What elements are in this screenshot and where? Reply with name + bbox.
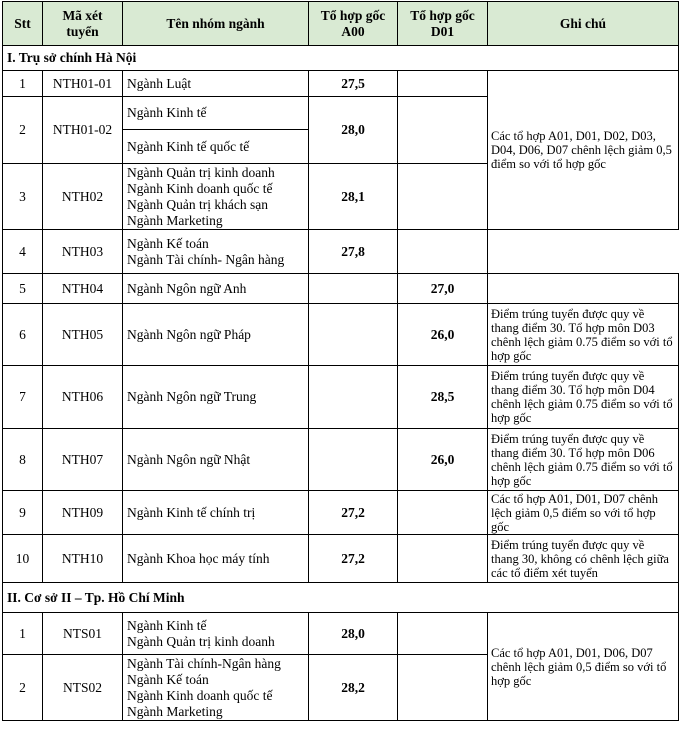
nganh-name: Ngành Ngôn ngữ Trung	[127, 389, 257, 404]
nganh-name: Ngành Quản trị kinh doanh	[127, 633, 275, 649]
note-cell: Điểm trúng tuyển được quy về thang điểm 30. Tổ hợp môn D06 chênh lệch giảm 0.75 điểm so với tổ hợp gốc	[488, 429, 679, 491]
d01-cell	[398, 164, 488, 230]
ma-cell: NTS02	[43, 655, 123, 721]
stt-cell: 5	[3, 274, 43, 304]
ma-cell: NTH10	[43, 535, 123, 583]
nganh-cell	[123, 535, 309, 583]
ma-cell: NTH01-02	[43, 97, 123, 164]
admission-score-table	[2, 1, 679, 721]
d01-cell	[398, 491, 488, 535]
nganh-name: Ngành Ngôn ngữ Anh	[127, 280, 247, 296]
nganh-name: Ngành Kế toán	[127, 235, 209, 251]
ma-cell: NTH05	[43, 304, 123, 366]
nganh-name: Ngành Kinh tế chính trị	[127, 504, 256, 520]
a00-cell: 27,5	[309, 71, 398, 97]
nganh-name: Ngành Kinh doanh quốc tế	[127, 687, 273, 703]
a00-cell	[309, 304, 398, 366]
nganh-name: Ngành Tài chính- Ngân hàng	[127, 251, 285, 267]
stt-cell: 9	[3, 491, 43, 535]
section-row-ha-noi	[3, 46, 679, 71]
d01-cell	[398, 71, 488, 97]
nganh-name: Ngành Quản trị kinh doanh	[127, 164, 275, 180]
nganh-cell	[123, 71, 309, 97]
a00-cell	[309, 366, 398, 429]
d01-cell: 27,0	[398, 274, 488, 304]
ma-cell: NTH03	[43, 230, 123, 274]
d01-cell: 28,5	[398, 366, 488, 429]
header-row	[3, 2, 679, 46]
a00-cell: 27,2	[309, 535, 398, 583]
nganh-name: Ngành Kế toán	[127, 671, 209, 687]
stt-cell: 8	[3, 429, 43, 491]
d01-cell	[398, 97, 488, 164]
nganh-cell	[123, 613, 309, 655]
table-row	[3, 535, 679, 583]
stt-cell: 1	[3, 613, 43, 655]
header-ghi-chu: Ghi chú	[488, 2, 679, 46]
stt-cell: 4	[3, 230, 43, 274]
table-row	[3, 71, 679, 97]
note-cell: Các tổ hợp A01, D01, D06, D07 chênh lệch giảm 0,5 điểm so với tổ hợp gốc	[488, 613, 679, 721]
table-row	[3, 274, 679, 304]
nganh-cell	[123, 97, 309, 130]
d01-cell: 26,0	[398, 429, 488, 491]
nganh-name: Ngành Marketing	[127, 703, 223, 719]
header-ma-xet-tuyen: Mã xét tuyển	[43, 2, 123, 46]
ma-cell: NTH01-01	[43, 71, 123, 97]
nganh-name: Ngành Kinh tế	[127, 105, 207, 120]
header-a00: Tổ hợp gốc A00	[309, 2, 398, 46]
nganh-name: Ngành Ngôn ngữ Nhật	[127, 451, 251, 467]
nganh-name: Ngành Quản trị khách sạn	[127, 196, 268, 212]
a00-cell	[309, 274, 398, 304]
a00-cell: 27,8	[309, 230, 398, 274]
a00-cell: 28,2	[309, 655, 398, 721]
stt-cell: 2	[3, 655, 43, 721]
nganh-cell	[123, 491, 309, 535]
table-row	[3, 304, 679, 366]
note-cell: Các tổ hợp A01, D01, D07 chênh lệch giảm 0,5 điểm so với tổ hợp gốc	[488, 491, 679, 535]
nganh-name: Ngành Kinh doanh quốc tế	[127, 180, 273, 196]
a00-cell: 28,1	[309, 164, 398, 230]
stt-cell: 1	[3, 71, 43, 97]
d01-cell	[398, 655, 488, 721]
nganh-cell	[123, 429, 309, 491]
stt-cell: 7	[3, 366, 43, 429]
stt-cell: 3	[3, 164, 43, 230]
ma-cell: NTH02	[43, 164, 123, 230]
section-title-ha-noi: I. Trụ sở chính Hà Nội	[3, 46, 679, 71]
nganh-cell	[123, 130, 309, 164]
stt-cell: 6	[3, 304, 43, 366]
nganh-name: Ngành Luật	[127, 75, 192, 91]
header-d01: Tổ hợp gốc D01	[398, 2, 488, 46]
d01-cell	[398, 535, 488, 583]
d01-cell: 26,0	[398, 304, 488, 366]
ma-cell: NTH06	[43, 366, 123, 429]
a00-cell	[309, 429, 398, 491]
nganh-name: Ngành Kinh tế	[127, 617, 207, 633]
note-cell: Điểm trúng tuyển được quy về thang điểm 30. Tổ hợp môn D04 chênh lệch giảm 0.75 điểm so với tổ hợp gốc	[488, 366, 679, 429]
a00-cell: 28,0	[309, 613, 398, 655]
ma-cell: NTH04	[43, 274, 123, 304]
note-cell: Điểm trúng tuyển được quy về thang điểm 30. Tổ hợp môn D03 chênh lệch giảm 0.75 điểm so với tổ hợp gốc	[488, 304, 679, 366]
a00-cell: 28,0	[309, 97, 398, 164]
note-cell: Các tổ hợp A01, D01, D02, D03, D04, D06, D07 chênh lệch giảm 0,5 điểm so với tổ hợp gốc	[488, 71, 679, 230]
table-row	[3, 429, 679, 491]
nganh-name: Ngành Khoa học máy tính	[127, 550, 270, 566]
nganh-cell	[123, 230, 309, 274]
section-row-hcm	[3, 583, 679, 613]
table-row	[3, 613, 679, 655]
nganh-cell	[123, 164, 309, 230]
stt-cell: 2	[3, 97, 43, 164]
nganh-cell	[123, 274, 309, 304]
ma-cell: NTS01	[43, 613, 123, 655]
ma-cell: NTH07	[43, 429, 123, 491]
stt-cell: 10	[3, 535, 43, 583]
nganh-cell	[123, 655, 309, 721]
nganh-name: Ngành Marketing	[127, 212, 223, 228]
note-cell	[488, 274, 679, 304]
table-row	[3, 230, 679, 274]
nganh-cell	[123, 304, 309, 366]
d01-cell	[398, 613, 488, 655]
header-ten-nhom-nganh: Tên nhóm ngành	[123, 2, 309, 46]
nganh-name: Ngành Kinh tế quốc tế	[127, 138, 250, 154]
nganh-name: Ngành Tài chính-Ngân hàng	[127, 655, 281, 671]
section-title-hcm: II. Cơ sở II – Tp. Hồ Chí Minh	[3, 583, 679, 613]
nganh-cell	[123, 366, 309, 429]
header-stt: Stt	[3, 2, 43, 46]
nganh-name: Ngành Ngôn ngữ Pháp	[127, 326, 251, 342]
table-row	[3, 491, 679, 535]
table-row	[3, 366, 679, 429]
d01-cell	[398, 230, 488, 274]
ma-cell: NTH09	[43, 491, 123, 535]
note-cell: Điểm trúng tuyển được quy về thang 30, không có chênh lệch giữa các tổ điểm xét tuyển	[488, 535, 679, 583]
a00-cell: 27,2	[309, 491, 398, 535]
